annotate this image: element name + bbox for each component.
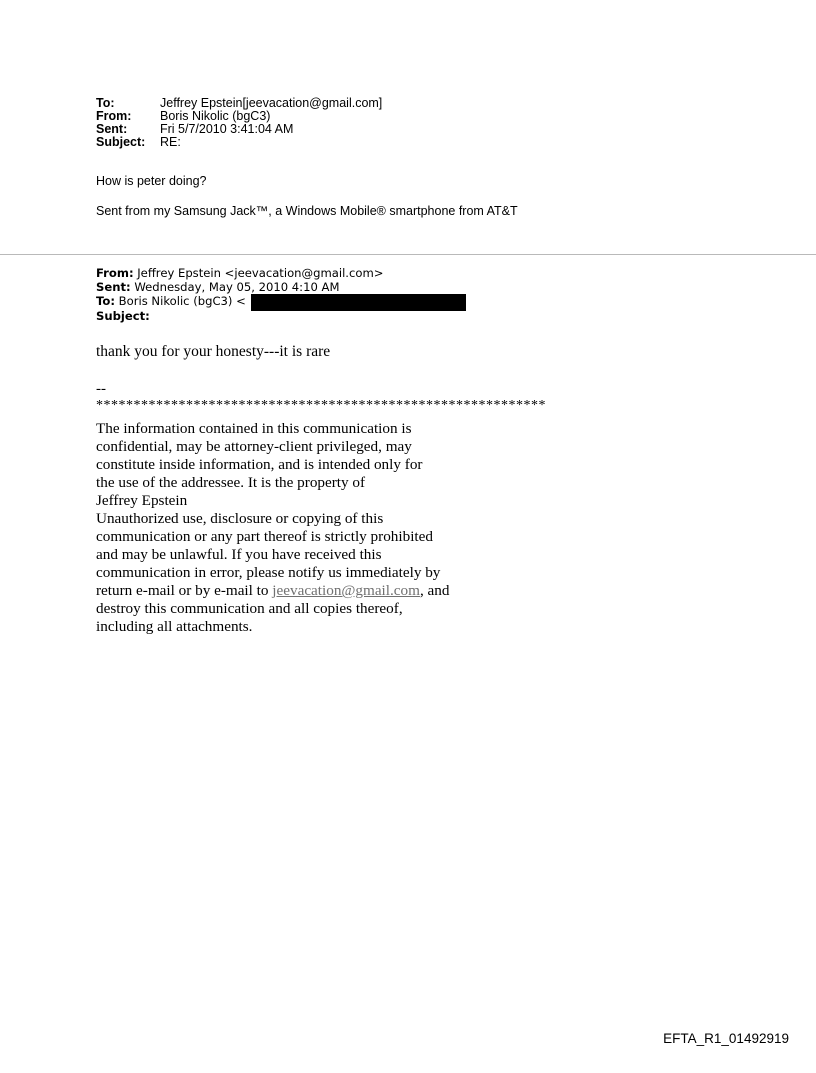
reply-header — [96, 97, 382, 149]
quoted-to-label: To: — [96, 294, 115, 309]
document-id: EFTA_R1_01492919 — [663, 1031, 789, 1046]
reply-body — [96, 174, 518, 218]
quoted-subject-label: Subject: — [96, 308, 150, 323]
quoted-from-label: From: — [96, 266, 134, 280]
mobile-signature: Sent from my Samsung Jack™, a Windows Mobile® smartphone from AT&T — [96, 204, 518, 218]
reply-message: How is peter doing? — [96, 174, 207, 188]
disclaimer-return-line — [96, 582, 546, 600]
quoted-message: thank you for your honesty---it is rare — [96, 343, 331, 360]
email-link[interactable]: jeevacation@gmail.com — [272, 582, 420, 599]
confidentiality-disclaimer — [96, 420, 546, 636]
quoted-header — [96, 266, 383, 323]
quoted-to-row — [96, 294, 383, 308]
from-value: Boris Nikolic (bgC3) — [160, 109, 271, 123]
disclaimer-line: communication or any part thereof is strictly prohibited — [96, 528, 433, 545]
sent-label: Sent: — [96, 122, 128, 136]
disclaimer-line: constitute inside information, and is intended only for — [96, 456, 423, 473]
return-suffix: , and — [419, 582, 450, 599]
message-divider — [0, 254, 816, 255]
sent-value: Fri 5/7/2010 3:41:04 AM — [160, 122, 294, 136]
disclaimer-line: Jeffrey Epstein — [96, 492, 188, 509]
to-value: Jeffrey Epstein[jeevacation@gmail.com] — [160, 96, 383, 110]
quoted-to-value: Boris Nikolic (bgC3) < — [114, 294, 246, 309]
subject-label: Subject: — [96, 135, 146, 149]
quoted-from-value: Jeffrey Epstein <jeevacation@gmail.com> — [133, 266, 384, 280]
disclaimer-line: and may be unlawful. If you have received this — [96, 546, 382, 563]
signature-dash: -- — [96, 381, 106, 397]
quoted-sent-label: Sent: — [96, 280, 131, 295]
disclaimer-line: communication in error, please notify us immediately by — [96, 564, 441, 581]
subject-row — [96, 136, 382, 149]
email-signature — [96, 380, 546, 636]
disclaimer-line: destroy this communication and all copies thereof, — [96, 600, 403, 617]
disclaimer-line: confidential, may be attorney-client privileged, may — [96, 438, 412, 455]
return-prefix: return e-mail or by e-mail to — [96, 582, 273, 599]
quoted-sent-row — [96, 280, 383, 294]
quoted-subject-row — [96, 309, 383, 323]
quoted-sent-value: Wednesday, May 05, 2010 4:10 AM — [130, 280, 340, 295]
to-label: To: — [96, 96, 115, 110]
signature-stars: ************************************************************ — [96, 398, 546, 413]
quoted-from-row — [96, 266, 383, 280]
disclaimer-line: The information contained in this communication is — [96, 420, 412, 437]
from-label: From: — [96, 109, 132, 123]
disclaimer-line: including all attachments. — [96, 618, 253, 635]
disclaimer-line: Unauthorized use, disclosure or copying of this — [96, 510, 384, 527]
disclaimer-line: the use of the addressee. It is the property of — [96, 474, 366, 491]
subject-value: RE: — [160, 135, 181, 149]
